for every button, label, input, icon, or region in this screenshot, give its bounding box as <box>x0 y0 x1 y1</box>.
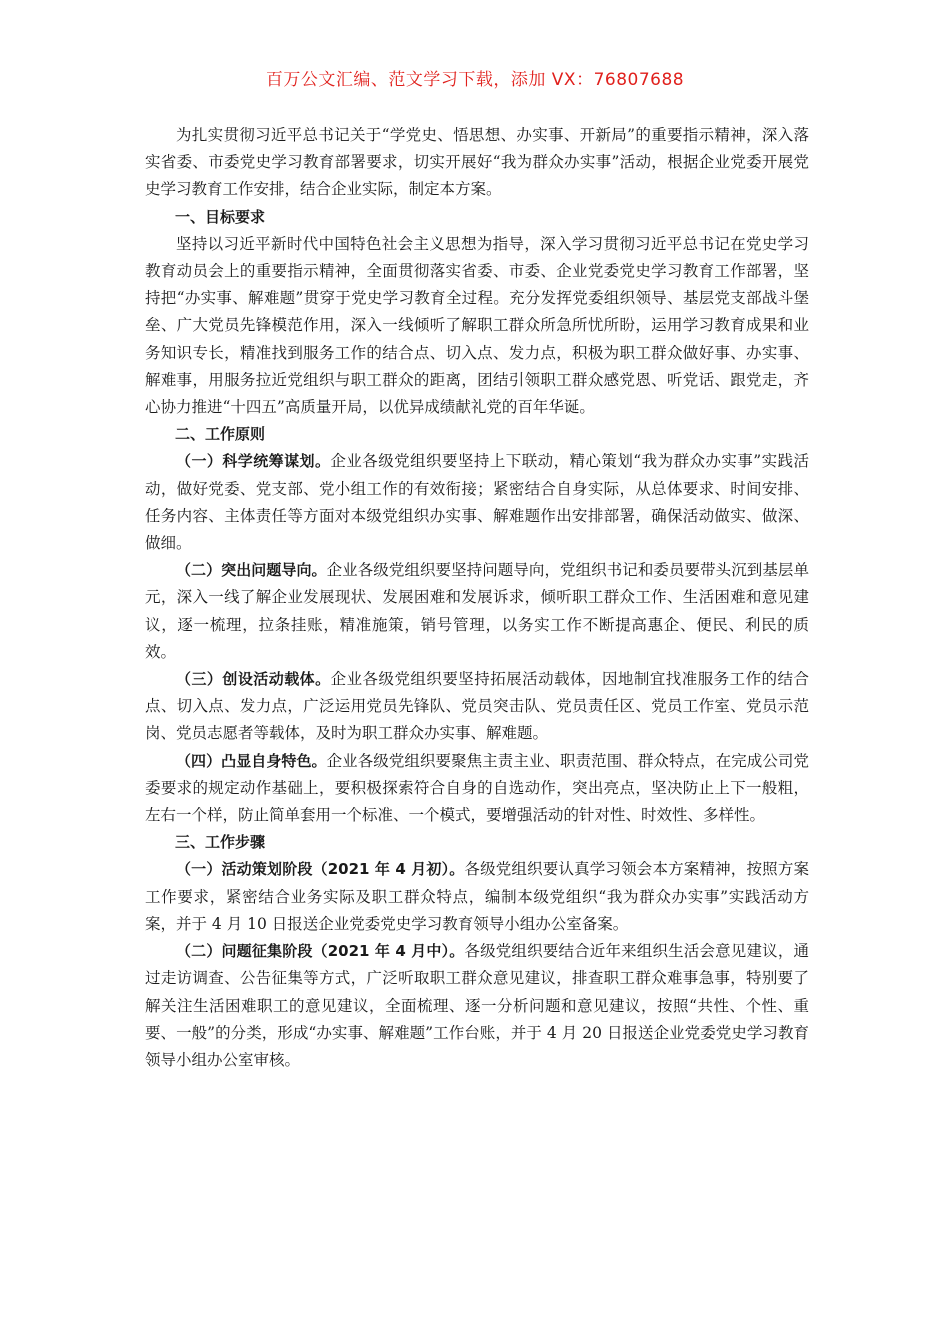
principle-paragraph <box>145 748 809 830</box>
watermark-banner: 百万公文汇编、范文学习下载，添加 VX：76807688 <box>265 70 685 90</box>
goals-paragraph: 坚持以习近平新时代中国特色社会主义思想为指导，深入学习贯彻习近平总书记在党史学习教育动员会上的重要指示精神，全面贯彻落实省委、市委、企业党委党史学习教育工作部署，坚持把“办实事、解难题”贯穿于党史学习教育全过程。充分发挥党委组织领导、基层党支部战斗堡垒、广大党员先锋模范作用，深入一线倾听了解职工群众所急所忧所盼，运用学习教育成果和业务知识专长，精准找到服务工作的结合点、切入点、发力点，积极为职工群众做好事、办实事、解难事，用服务拉近党组织与职工群众的距离，团结引领职工群众感党恩、听党话、跟党走，齐心协力推进“十四五”高质量开局，以优异成绩献礼党的百年华诞。 <box>145 234 809 417</box>
principle-text: 企业各级党组织要坚持拓展活动载体，因地制宜找准服务工作的结合点、切入点、发力点，广泛运用党员先锋队、党员突击队、党员责任区、党员工作室、党员示范岗、党员志愿者等载体，及时为职工群众办实事、解难题。 <box>145 670 809 743</box>
step-lead: （二）问题征集阶段（2021 年 4 月中）。 <box>176 942 465 961</box>
document-body <box>145 122 809 1074</box>
principle-lead: （一）科学统筹谋划。 <box>176 452 331 471</box>
principle-paragraph <box>145 557 809 666</box>
principle-text: 企业各级党组织要坚持问题导向，党组织书记和委员要带头沉到基层单元，深入一线了解企业发展现状、发展困难和发展诉求，倾听职工群众工作、生活困难和意见建议，逐一梳理，拉条挂账，精准施策，销号管理，以务实工作不断提高惠企、便民、利民的质效。 <box>145 561 809 661</box>
principle-text: 企业各级党组织要坚持上下联动，精心策划“我为群众办实事”实践活动，做好党委、党支部、党小组工作的有效衔接；紧密结合自身实际，从总体要求、时间安排、任务内容、主体责任等方面对本级党组织办实事、解难题作出安排部署，确保活动做实、做深、做细。 <box>145 452 809 553</box>
section-heading-goals: 一、目标要求 <box>175 207 266 226</box>
step-paragraph <box>145 856 809 938</box>
section-heading-principles: 二、工作原则 <box>175 425 266 444</box>
step-lead: （一）活动策划阶段（2021 年 4 月初）。 <box>176 860 465 879</box>
principle-paragraph <box>145 666 809 748</box>
step-paragraph <box>145 938 809 1074</box>
principle-paragraph <box>145 448 809 557</box>
step-text: 各级党组织要结合近年来组织生活会意见建议，通过走访调查、公告征集等方式，广泛听取职工群众意见建议，排查职工群众难事急事，特别要了解关注生活困难职工的意见建议，全面梳理、逐一分析问题和意见建议，按照“共性、个性、重要、一般”的分类，形成“办实事、解难题”工作台账，并于 4 月 20 日报送企业党委党史学习教育领导小组办公室审核。 <box>145 942 809 1069</box>
section-heading-steps: 三、工作步骤 <box>175 833 266 852</box>
intro-paragraph: 为扎实贯彻习近平总书记关于“学党史、悟思想、办实事、开新局”的重要指示精神，深入落实省委、市委党史学习教育部署要求，切实开展好“我为群众办实事”活动，根据企业党委开展党史学习教育工作安排，结合企业实际，制定本方案。 <box>145 126 809 199</box>
principle-lead: （三）创设活动载体。 <box>176 670 331 689</box>
principle-lead: （二）突出问题导向。 <box>176 561 327 580</box>
principle-text: 企业各级党组织要聚焦主责主业、职责范围、群众特点，在完成公司党委要求的规定动作基础上，要积极探索符合自身的自选动作，突出亮点，坚决防止上下一般粗，左右一个样，防止简单套用一个标准、一个模式，要增强活动的针对性、时效性、多样性。 <box>145 751 809 825</box>
principle-lead: （四）凸显自身特色。 <box>176 751 327 770</box>
step-text: 各级党组织要认真学习领会本方案精神，按照方案工作要求，紧密结合业务实际及职工群众特点，编制本级党组织“我为群众办实事”实践活动方案，并于 4 月 10 日报送企业党委党史学习教育领导小组办公室备案。 <box>145 860 809 933</box>
